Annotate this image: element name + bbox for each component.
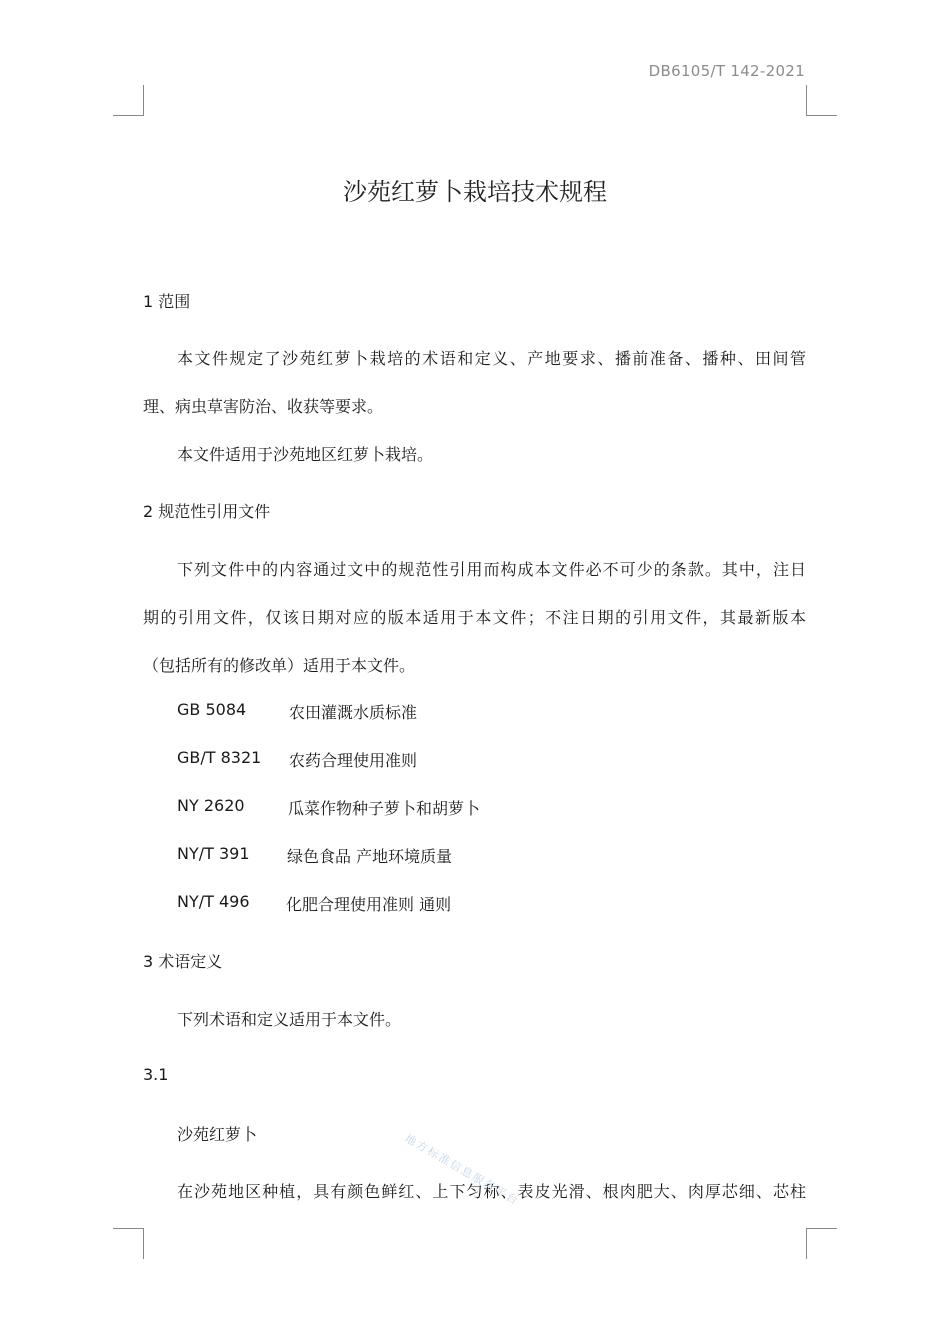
watermark: 地方标准信息服务平台 <box>402 1131 522 1208</box>
scope-applicability: 本文件适用于沙苑地区红萝卜栽培。 <box>177 445 434 464</box>
reference-code: NY/T 391 <box>177 844 250 863</box>
section-heading-scope: 1 范围 <box>143 292 191 311</box>
term-number: 3.1 <box>143 1065 169 1084</box>
crop-mark-top-left <box>113 85 144 116</box>
reference-title: 化肥合理使用准则 通则 <box>286 895 452 914</box>
document-code: DB6105/T 142-2021 <box>648 62 805 80</box>
references-intro-line: （包括所有的修改单）适用于本文件。 <box>143 656 416 675</box>
section-heading-terms: 3 术语定义 <box>143 952 223 971</box>
document-title: 沙苑红萝卜栽培技术规程 <box>343 178 607 206</box>
scope-paragraph-line: 理、病虫草害防治、收获等要求。 <box>143 397 384 416</box>
reference-title: 绿色食品 产地环境质量 <box>287 847 453 866</box>
reference-code: NY 2620 <box>177 796 245 815</box>
reference-title: 农田灌溉水质标准 <box>289 703 418 722</box>
crop-mark-bottom-left <box>113 1228 144 1259</box>
reference-code: NY/T 496 <box>177 892 250 911</box>
references-intro-line: 期的引用文件，仅该日期对应的版本适用于本文件；不注日期的引用文件，其最新版本 <box>143 608 806 627</box>
scope-paragraph-line: 本文件规定了沙苑红萝卜栽培的术语和定义、产地要求、播前准备、播种、田间管 <box>177 349 806 368</box>
term-definition-line: 在沙苑地区种植，具有颜色鲜红、上下匀称、表皮光滑、根肉肥大、肉厚芯细、芯柱 <box>177 1182 806 1201</box>
crop-mark-bottom-right <box>806 1228 837 1259</box>
references-intro-line: 下列文件中的内容通过文中的规范性引用而构成本文件必不可少的条款。其中，注日 <box>177 560 806 579</box>
reference-title: 农药合理使用准则 <box>289 751 418 770</box>
term-name: 沙苑红萝卜 <box>177 1125 258 1144</box>
crop-mark-top-right <box>806 85 837 116</box>
section-heading-references: 2 规范性引用文件 <box>143 502 271 521</box>
reference-code: GB 5084 <box>177 700 247 719</box>
reference-title: 瓜菜作物种子萝卜和胡萝卜 <box>288 799 481 818</box>
terms-intro: 下列术语和定义适用于本文件。 <box>177 1010 402 1029</box>
reference-code: GB/T 8321 <box>177 748 262 767</box>
